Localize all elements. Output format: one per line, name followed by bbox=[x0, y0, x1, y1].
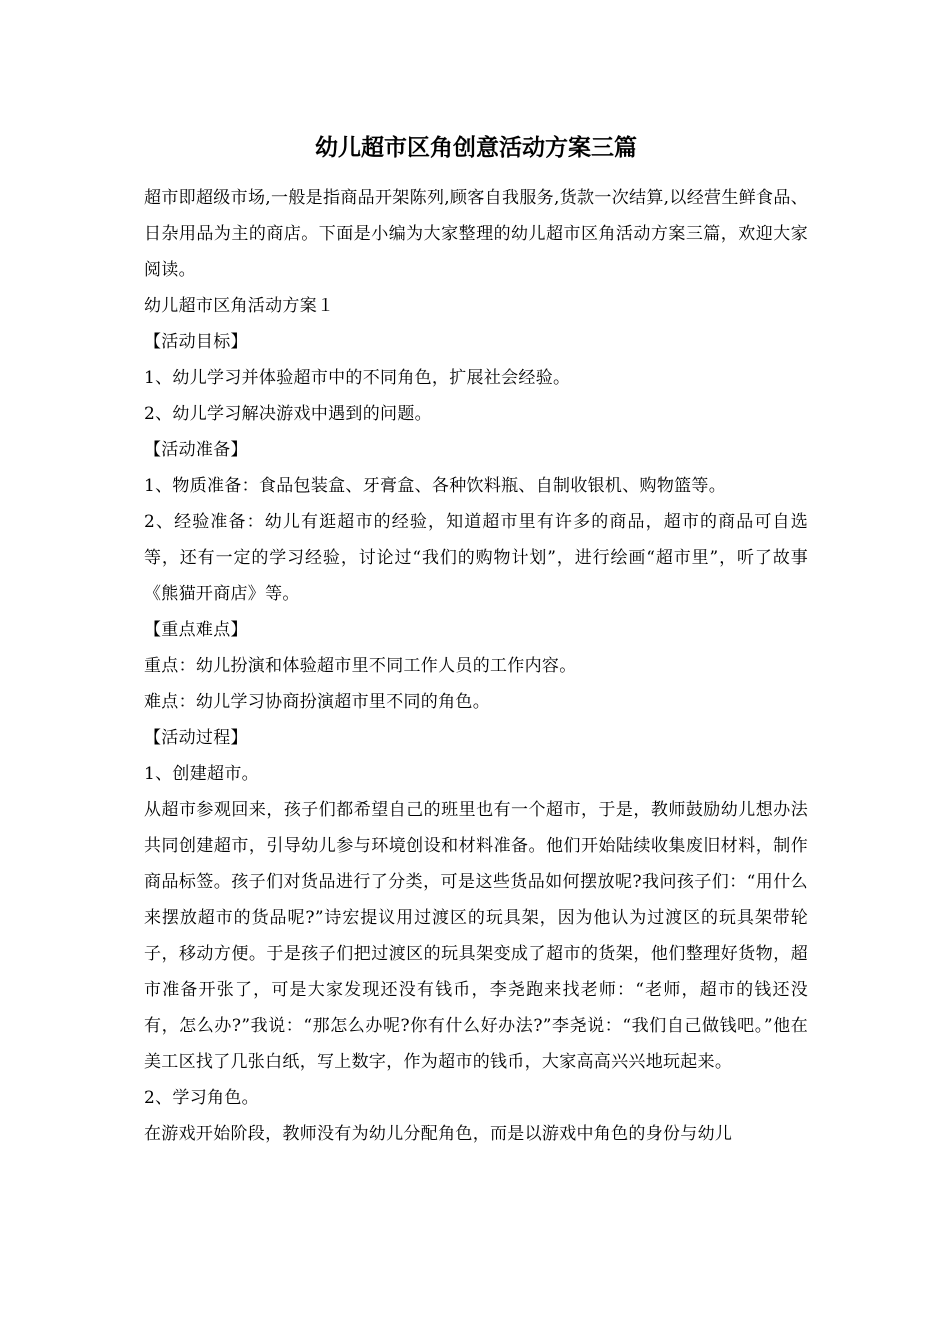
document-body bbox=[144, 128, 808, 1152]
section-heading-key-points: 【重点难点】 bbox=[144, 620, 248, 640]
process-step-1-heading: 1、创建超市。 bbox=[144, 764, 259, 784]
plan-1-heading: 幼儿超市区角活动方案１ bbox=[144, 296, 335, 316]
document-title: 幼儿超市区角创意活动方案三篇 bbox=[315, 134, 637, 161]
intro-paragraph: 超市即超级市场,一般是指商品开架陈列,顾客自我服务,货款一次结算,以经营生鲜食品、日杂用品为主的商店。下面是小编为大家整理的幼儿超市区角活动方案三篇，欢迎大家阅读。 bbox=[144, 188, 808, 280]
key-point: 重点：幼儿扮演和体验超市里不同工作人员的工作内容。 bbox=[144, 656, 577, 676]
goal-item-2: 2、幼儿学习解决游戏中遇到的问题。 bbox=[144, 404, 432, 424]
preparation-item-1: 1、物质准备：食品包装盒、牙膏盒、各种饮料瓶、自制收银机、购物篮等。 bbox=[144, 476, 727, 496]
process-step-2-heading: 2、学习角色。 bbox=[144, 1088, 259, 1108]
section-heading-goals: 【活动目标】 bbox=[144, 332, 248, 352]
difficult-point: 难点：幼儿学习协商扮演超市里不同的角色。 bbox=[144, 692, 490, 712]
section-heading-preparation: 【活动准备】 bbox=[144, 440, 248, 460]
preparation-item-2: 2、经验准备：幼儿有逛超市的经验，知道超市里有许多的商品，超市的商品可自选等，还有一定的学习经验，讨论过“我们的购物计划”，进行绘画“超市里”，听了故事《熊猫开商店》等。 bbox=[144, 512, 808, 604]
goal-item-1: 1、幼儿学习并体验超市中的不同角色，扩展社会经验。 bbox=[144, 368, 571, 388]
process-step-1-body: 从超市参观回来，孩子们都希望自己的班里也有一个超市，于是，教师鼓励幼儿想办法共同创建超市，引导幼儿参与环境创设和材料准备。他们开始陆续收集废旧材料，制作商品标签。孩子们对货品进行了分类，可是这些货品如何摆放呢?我问孩子们：“用什么来摆放超市的货品呢?”诗宏提议用过渡区的玩具架，因为他认为过渡区的玩具架带轮子，移动方便。于是孩子们把过渡区的玩具架变成了超市的货架，他们整理好货物，超市准备开张了，可是大家发现还没有钱币，李尧跑来找老师：“老师，超市的钱还没有，怎么办?”我说：“那怎么办呢?你有什么好办法?”李尧说：“我们自己做钱吧。”他在美工区找了几张白纸，写上数字，作为超市的钱币，大家高高兴兴地玩起来。 bbox=[144, 800, 808, 1072]
section-heading-process: 【活动过程】 bbox=[144, 728, 248, 748]
process-step-2-body: 在游戏开始阶段，教师没有为幼儿分配角色，而是以游戏中角色的身份与幼儿 bbox=[144, 1124, 733, 1144]
